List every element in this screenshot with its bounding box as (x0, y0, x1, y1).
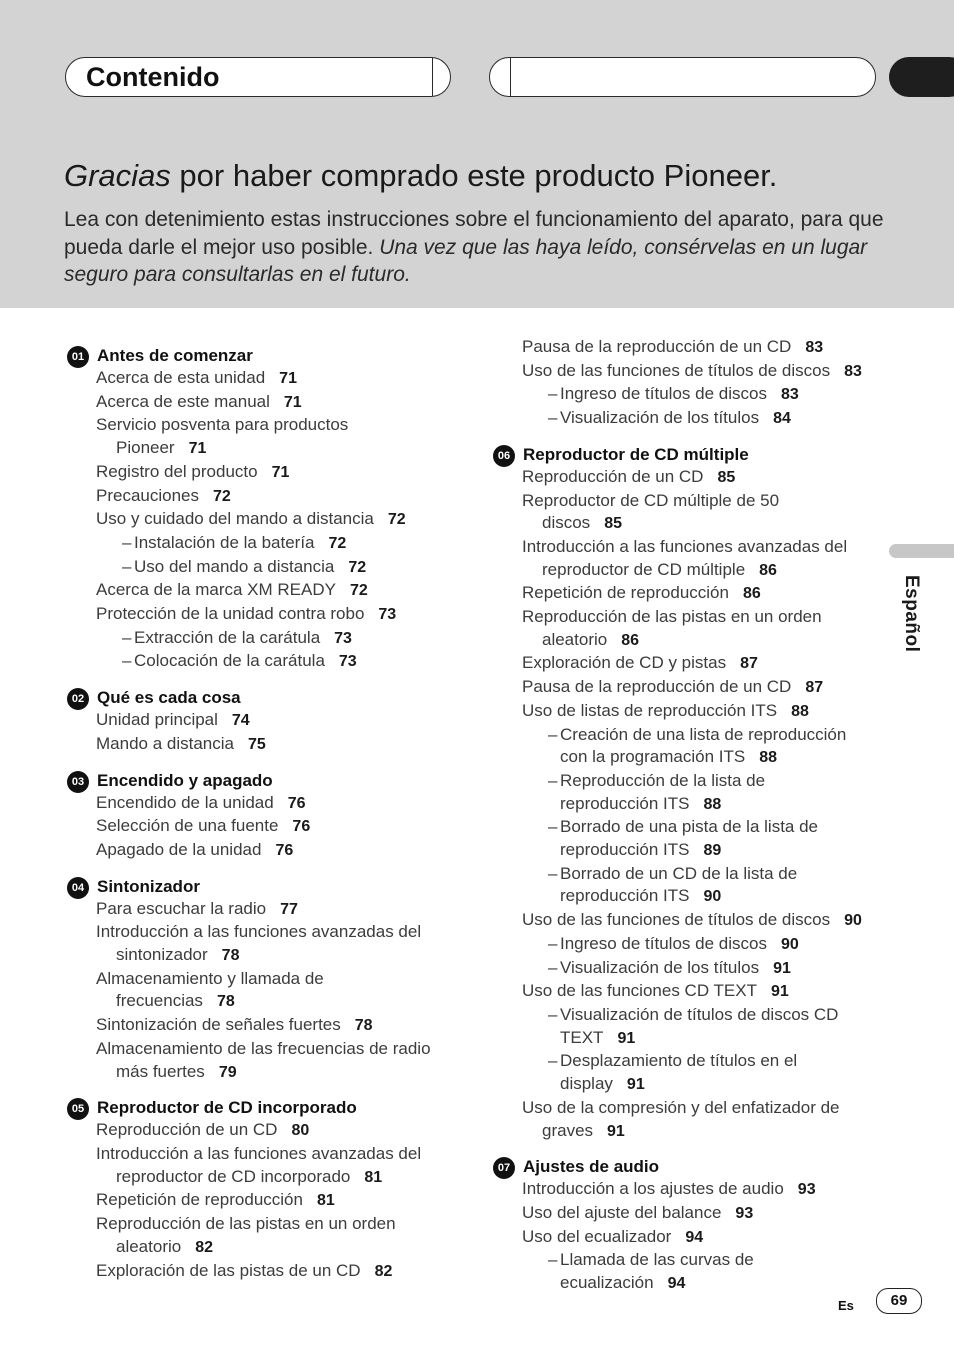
subentry-dash: – (548, 770, 558, 790)
section-title: Ajustes de audio (523, 1157, 660, 1177)
subentry-dash: – (548, 957, 558, 977)
subentry-title: Borrado de un CD de la lista de (560, 863, 798, 883)
page-ref: 90 (780, 935, 799, 953)
entry-title-continued (522, 512, 890, 536)
section-title: Reproductor de CD múltiple (523, 444, 749, 464)
toc-section (64, 766, 464, 863)
entry-title: Exploración de las pistas de un CD (96, 1260, 361, 1280)
entry-title: Encendido de la unidad (96, 792, 274, 812)
subentry-title: Llamada de las curvas de (560, 1250, 754, 1270)
entry-title: Uso de la compresión y del enfatizador de (522, 1097, 840, 1117)
subentry-dash: – (122, 627, 132, 647)
page-ref: 85 (604, 515, 622, 533)
subentry-dash: – (548, 384, 558, 404)
page-headline (64, 158, 924, 194)
page-ref: 91 (607, 1122, 625, 1140)
subentry-title-cont: display (560, 1074, 613, 1094)
section-heading (64, 766, 464, 792)
entry-title-continued (96, 437, 464, 461)
page-ref: 91 (770, 983, 789, 1001)
toc-entry (490, 336, 890, 360)
toc-subentry (64, 556, 464, 580)
page-ref: 75 (247, 735, 266, 753)
toc-entry (64, 1014, 464, 1038)
toc-entry (490, 606, 890, 652)
language-code: Es (838, 1298, 854, 1313)
page-ref: 76 (292, 818, 311, 836)
toc-entry (64, 485, 464, 509)
toc-entry (490, 582, 890, 606)
page-ref: 81 (316, 1192, 335, 1210)
toc-subentry (490, 816, 890, 862)
entry-title-cont: más fuertes (116, 1061, 205, 1081)
entry-title: Sintonización de señales fuertes (96, 1015, 341, 1035)
subentry-dash: – (548, 1051, 558, 1071)
page-ref: 78 (216, 993, 235, 1011)
page-ref: 72 (213, 487, 231, 505)
page-ref: 71 (283, 393, 302, 411)
page-ref: 77 (280, 900, 298, 918)
toc-section (64, 872, 464, 1085)
subentry-dash: – (122, 532, 132, 552)
pill-divider (432, 58, 433, 96)
entry-title: Acerca de la marca XM READY (96, 580, 336, 600)
toc-entry (64, 508, 464, 532)
entry-title: Introducción a las funciones avanzadas del (96, 1143, 422, 1163)
subentry-title: Colocación de la carátula (134, 651, 325, 671)
page-ref: 90 (703, 888, 722, 906)
entry-title: Uso de listas de reproducción ITS (522, 700, 778, 720)
page-ref: 88 (759, 749, 777, 767)
chapter-number-badge: 07 (493, 1157, 515, 1179)
page-ref: 85 (717, 468, 736, 486)
page-ref: 71 (188, 440, 207, 458)
subentry-dash: – (122, 651, 132, 671)
page-ref: 72 (349, 582, 368, 600)
entry-title: Uso del ajuste del balance (522, 1202, 722, 1222)
intro-plain: Lea con detenimiento estas instrucciones sobre el funcionamiento del aparato, para que pueda darle el mejor uso posible. (64, 208, 884, 259)
page-ref: 73 (378, 606, 397, 624)
subentry-title-continued (560, 746, 890, 770)
entry-title-cont: aleatorio (116, 1236, 182, 1256)
toc-entry (490, 490, 890, 536)
language-label: Español (901, 575, 922, 653)
entry-title-continued (96, 1236, 464, 1260)
chapter-number-badge: 01 (67, 346, 89, 368)
entry-title: Exploración de CD y pistas (522, 653, 727, 673)
toc-entry (64, 579, 464, 603)
page-ref: 78 (354, 1017, 373, 1035)
language-tab (889, 544, 954, 558)
subentry-title-continued (560, 1272, 890, 1296)
subentry-title-continued (560, 1073, 890, 1097)
toc-section (490, 1152, 890, 1296)
entry-title: Reproducción de las pistas en un orden (522, 607, 822, 627)
subentry-dash: – (122, 556, 132, 576)
page-ref: 94 (667, 1275, 686, 1293)
subentry-title: Visualización de títulos de discos CD (560, 1004, 839, 1024)
subentry-title-cont: reproducción ITS (560, 793, 690, 813)
entry-title: Precauciones (96, 485, 200, 505)
entry-title: Acerca de este manual (96, 391, 270, 411)
entry-title: Pausa de la reproducción de un CD (522, 337, 792, 356)
page-ref: 73 (338, 653, 357, 671)
section-title: Qué es cada cosa (97, 688, 241, 708)
subentry-title-continued (560, 1027, 890, 1051)
toc-entry (64, 1189, 464, 1213)
toc-subentry (490, 863, 890, 909)
toc-entry (64, 968, 464, 1014)
subentry-title-continued (560, 793, 890, 817)
page-ref: 81 (364, 1168, 383, 1186)
entry-title: Repetición de reproducción (522, 583, 729, 603)
entry-title: Almacenamiento de las frecuencias de radio (96, 1038, 431, 1058)
chapter-tab (889, 57, 954, 97)
page-ref: 91 (773, 959, 791, 977)
entry-title-continued (522, 1120, 890, 1144)
subentry-dash: – (548, 817, 558, 837)
page-ref: 87 (740, 655, 758, 673)
entry-title: Reproducción de un CD (96, 1120, 278, 1140)
toc-entry (64, 391, 464, 415)
subentry-title: Visualización de los títulos (560, 957, 760, 977)
page-ref: 78 (221, 947, 240, 965)
subentry-title-cont: con la programación ITS (560, 747, 746, 767)
subentry-dash: – (548, 408, 558, 428)
toc-entry (64, 603, 464, 627)
chapter-number-badge: 06 (493, 445, 515, 467)
intro-italic: Una vez que las haya leído, consérvelas en un lugar seguro para consultarlas en el futuro. (64, 235, 868, 286)
toc-section (64, 683, 464, 756)
page-ref: 80 (291, 1122, 310, 1140)
section-heading (64, 683, 464, 709)
entry-title-continued (96, 944, 464, 968)
toc-entry (490, 700, 890, 724)
toc-entry (64, 733, 464, 757)
section-title: Encendido y apagado (97, 770, 273, 790)
toc-subentry (490, 1004, 890, 1050)
toc-entry (490, 676, 890, 700)
entry-title: Uso del ecualizador (522, 1226, 672, 1246)
entry-title-cont: reproductor de CD múltiple (542, 559, 746, 579)
entry-title: Uso y cuidado del mando a distancia (96, 509, 374, 529)
entry-title: Apagado de la unidad (96, 839, 262, 859)
entry-title-cont: graves (542, 1120, 594, 1140)
intro-paragraph (64, 206, 904, 289)
subentry-title: Uso del mando a distancia (134, 556, 335, 576)
page-ref: 94 (685, 1228, 704, 1246)
page-ref: 76 (287, 794, 306, 812)
toc-right-column (490, 336, 890, 1305)
entry-title: Unidad principal (96, 710, 218, 730)
toc-entry (64, 1260, 464, 1284)
page-ref: 82 (195, 1238, 214, 1256)
page-ref: 76 (275, 841, 294, 859)
page-ref: 88 (791, 702, 809, 720)
toc-entry (64, 1213, 464, 1259)
page-ref: 83 (805, 339, 824, 356)
toc-section (490, 336, 890, 431)
entry-title: Reproducción de un CD (522, 466, 704, 486)
section-title: Sintonizador (97, 876, 200, 896)
headline-italic: Gracias (64, 158, 171, 193)
subentry-title: Visualización de los títulos (560, 408, 760, 428)
page-ref: 79 (218, 1063, 237, 1081)
subentry-dash: – (548, 1004, 558, 1024)
page-ref: 86 (742, 585, 761, 603)
subentry-title-continued (560, 839, 890, 863)
section-heading (490, 440, 890, 466)
subentry-dash: – (548, 724, 558, 744)
chapter-number-badge: 05 (67, 1098, 89, 1120)
toc-subentry (490, 724, 890, 770)
entry-title: Mando a distancia (96, 733, 234, 753)
toc-entry (64, 1143, 464, 1189)
entry-title-cont: sintonizador (116, 945, 208, 965)
pill-divider (510, 58, 511, 96)
chapter-number-badge: 02 (67, 688, 89, 710)
toc-subentry (490, 933, 890, 957)
entry-title: Almacenamiento y llamada de (96, 968, 324, 988)
section-heading (64, 872, 464, 898)
page-ref: 82 (374, 1262, 393, 1280)
toc-entry (64, 367, 464, 391)
toc-subentry (490, 957, 890, 981)
toc-entry (490, 536, 890, 582)
subentry-title: Ingreso de títulos de discos (560, 384, 767, 404)
section-title: Reproductor de CD incorporado (97, 1098, 357, 1118)
page-ref: 83 (844, 362, 862, 380)
section-title: Contenido (86, 62, 220, 92)
section-title: Antes de comenzar (97, 346, 253, 365)
toc-entry (64, 815, 464, 839)
section-heading (64, 341, 464, 367)
toc-entry (490, 1097, 890, 1143)
toc-left-column (64, 336, 464, 1292)
entry-title: Uso de las funciones CD TEXT (522, 981, 757, 1001)
toc-entry (64, 792, 464, 816)
entry-title: Registro del producto (96, 461, 258, 481)
toc-subentry (490, 407, 890, 431)
toc-entry (64, 414, 464, 460)
entry-title: Repetición de reproducción (96, 1190, 303, 1210)
entry-title-cont: Pioneer (116, 438, 175, 458)
page-ref: 73 (334, 629, 352, 647)
toc-subentry (490, 770, 890, 816)
page-ref: 72 (387, 511, 406, 529)
entry-title: Pausa de la reproducción de un CD (522, 677, 792, 697)
toc-entry (64, 1038, 464, 1084)
chapter-number-badge: 03 (67, 771, 89, 793)
entry-title: Reproductor de CD múltiple de 50 (522, 490, 780, 510)
subentry-dash: – (548, 1250, 558, 1270)
toc-entry (490, 652, 890, 676)
subentry-title-cont: reproducción ITS (560, 886, 690, 906)
page-ref: 89 (703, 842, 722, 860)
subentry-title: Borrado de una pista de la lista de (560, 817, 819, 837)
subentry-title-cont: reproducción ITS (560, 840, 690, 860)
page-ref: 74 (231, 712, 250, 730)
chapter-number-badge: 04 (67, 877, 89, 899)
entry-title-cont: frecuencias (116, 991, 203, 1011)
entry-title-continued (96, 1061, 464, 1085)
entry-title: Servicio posventa para productos (96, 415, 349, 435)
toc-entry (64, 839, 464, 863)
section-heading (64, 1093, 464, 1119)
toc-subentry (490, 1249, 890, 1295)
toc-entry (64, 921, 464, 967)
subentry-title: Ingreso de títulos de discos (560, 933, 767, 953)
headline-rest: por haber comprado este producto Pioneer. (170, 158, 778, 193)
entry-title: Introducción a las funciones avanzadas del (96, 922, 422, 942)
subentry-dash: – (548, 863, 558, 883)
toc-subentry (64, 532, 464, 556)
subentry-title: Extracción de la carátula (134, 627, 321, 647)
page-ref: 90 (844, 912, 862, 930)
toc-subentry (490, 383, 890, 407)
subentry-title-continued (560, 885, 890, 909)
entry-title: Selección de una fuente (96, 816, 279, 836)
toc-entry (490, 1226, 890, 1250)
toc-entry (490, 1178, 890, 1202)
entry-title-cont: aleatorio (542, 629, 608, 649)
entry-title-continued (96, 990, 464, 1014)
toc-section (64, 341, 464, 674)
page-ref: 72 (348, 558, 367, 576)
page-number: 69 (876, 1288, 922, 1314)
empty-pill (489, 57, 876, 97)
subentry-title-cont: ecualización (560, 1273, 654, 1293)
entry-title: Protección de la unidad contra robo (96, 604, 365, 624)
page-ref: 83 (780, 386, 799, 404)
toc-entry (490, 980, 890, 1004)
entry-title: Para escuchar la radio (96, 898, 267, 918)
toc-section (64, 1093, 464, 1283)
entry-title-cont: reproductor de CD incorporado (116, 1166, 351, 1186)
page-ref: 93 (797, 1181, 816, 1199)
subentry-title: Creación de una lista de reproducción (560, 724, 847, 744)
page-ref: 71 (271, 463, 290, 481)
toc-subentry (490, 1050, 890, 1096)
entry-title: Acerca de esta unidad (96, 368, 266, 387)
page-ref: 93 (735, 1204, 754, 1222)
entry-title-continued (522, 559, 890, 583)
subentry-dash: – (548, 933, 558, 953)
toc-subentry (64, 650, 464, 674)
entry-title: Introducción a las funciones avanzadas del (522, 536, 848, 556)
subentry-title: Desplazamiento de títulos en el (560, 1051, 798, 1071)
page-ref: 84 (773, 410, 791, 428)
toc-entry (490, 360, 890, 384)
page-ref: 86 (759, 561, 777, 579)
page-ref: 71 (279, 370, 297, 387)
page-ref: 88 (703, 795, 722, 813)
subentry-title-cont: TEXT (560, 1027, 604, 1047)
entry-title: Uso de las funciones de títulos de discos (522, 360, 831, 380)
toc-entry (490, 1202, 890, 1226)
entry-title: Reproducción de las pistas en un orden (96, 1214, 396, 1234)
toc-entry (64, 1119, 464, 1143)
entry-title-continued (96, 1166, 464, 1190)
subentry-title: Instalación de la batería (134, 532, 315, 552)
toc-section (490, 440, 890, 1143)
toc-subentry (64, 627, 464, 651)
page-ref: 86 (621, 631, 640, 649)
page-ref: 91 (626, 1076, 645, 1094)
entry-title-continued (522, 629, 890, 653)
section-heading (490, 1152, 890, 1178)
page-ref: 91 (617, 1029, 636, 1047)
page-ref: 72 (328, 534, 347, 552)
toc-entry (64, 461, 464, 485)
toc-entry (490, 909, 890, 933)
entry-title-cont: discos (542, 513, 591, 533)
section-title-pill (65, 57, 451, 97)
toc-entry (64, 709, 464, 733)
toc-entry (64, 898, 464, 922)
toc-entry (490, 466, 890, 490)
entry-title: Uso de las funciones de títulos de discos (522, 910, 831, 930)
subentry-title: Reproducción de la lista de (560, 770, 766, 790)
page-ref: 87 (805, 679, 824, 697)
entry-title: Introducción a los ajustes de audio (522, 1179, 784, 1199)
